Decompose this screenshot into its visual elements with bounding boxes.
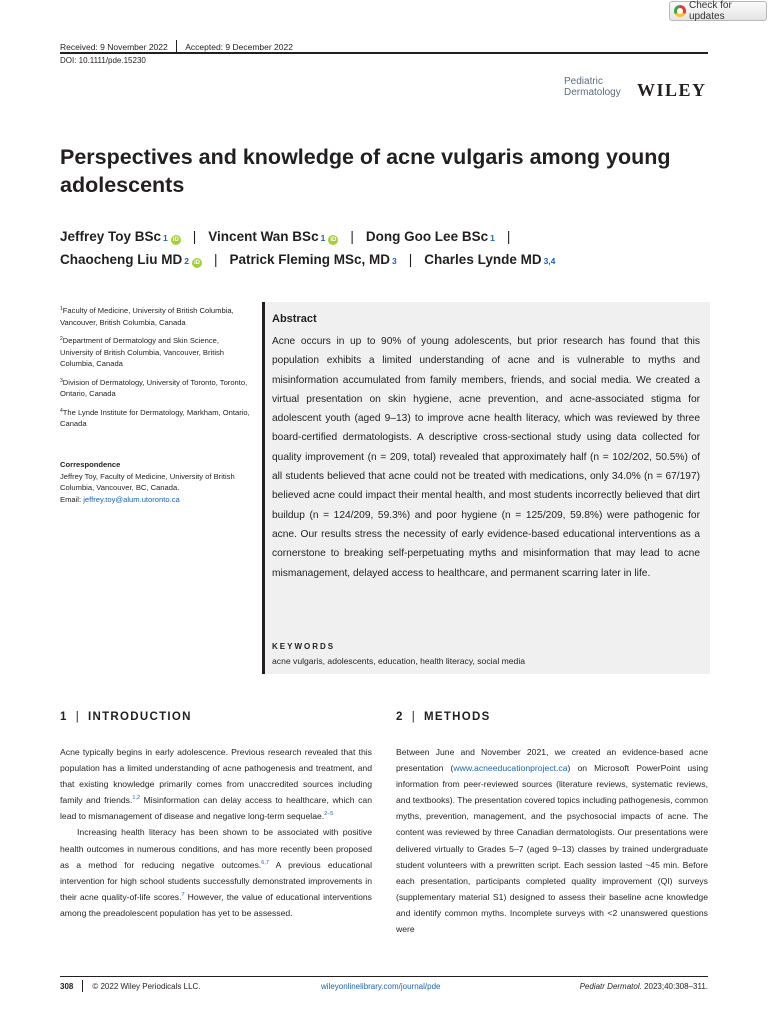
affiliation-item [60, 376, 250, 400]
methods-heading [396, 711, 491, 723]
affiliation-ref[interactable]: 1 [490, 233, 495, 243]
section-divider: | [411, 711, 416, 723]
text-run: Between June and November 2021, we created an evidence-based acne presentation ( [396, 747, 708, 774]
affiliation-text: Division of Dermatology, University of Toronto, Toronto, Ontario, Canada [60, 377, 248, 398]
journal-site-link[interactable]: wileyonlinelibrary.com/journal/pde [321, 981, 441, 991]
citation [580, 982, 708, 991]
section-title: INTRODUCTION [88, 711, 192, 723]
citation-ref[interactable]: 2–5 [324, 811, 334, 818]
footer-rule [60, 976, 708, 977]
affiliation-item [60, 304, 250, 328]
text-run: ) on Microsoft PowerPoint using information from peer-reviewed sources (literature reviews, systematic reviews, and textbooks). The presentation covered topics including pathogenesis, common myths, prevention, management, and the psychosocial impacts of acne. The content was reviewed by three Canadian dermatologists. Our presentations were delivered virtually to Grades 5–7 (aged 9–13) classes by trained undergraduate student volunteers with a prewritten script. Each session lasted ~45 min. Before each presentation, participants completed quality improvement (QI) surveys (supplementary material S1) designed to assess their baseline acne knowledge and identify common myths. Incomplete surveys with <2 unanswered questions were [396, 763, 708, 935]
check-for-updates-button[interactable] [669, 1, 767, 21]
authors-line-2 [60, 252, 555, 268]
email-link[interactable]: jeffrey.toy@alum.utoronto.ca [83, 494, 180, 504]
check-for-updates-label: Check for updates [689, 0, 732, 22]
correspondence-heading: Correspondence [60, 460, 121, 469]
intro-paragraph-2 [60, 824, 372, 921]
orcid-icon[interactable]: iD [172, 237, 179, 243]
introduction-body [60, 744, 372, 921]
journal-name [564, 76, 621, 98]
section-number: 2 [396, 711, 404, 723]
methods-paragraph-1 [396, 744, 708, 937]
affiliation-ref[interactable]: 3,4 [543, 256, 556, 266]
affiliation-item [60, 334, 250, 370]
author-separator: | [506, 229, 511, 244]
author-separator: | [213, 252, 218, 267]
affiliation-number: 2 [60, 336, 63, 342]
affiliation-text: Department of Dermatology and Skin Science, University of British Columbia, Vancouver, British Columbia, Canada [60, 336, 225, 368]
affiliation-ref[interactable]: 3 [392, 256, 397, 266]
author-name: Vincent Wan BSc [208, 229, 319, 244]
text-run: However, the value of educational interventions among the preadolescent population has yet to be assessed. [60, 891, 372, 918]
citation-ref[interactable]: 1,2 [132, 795, 141, 802]
publisher-logo: WILEY [637, 80, 707, 100]
author-name: Dong Goo Lee BSc [365, 229, 489, 244]
article-title: Perspectives and knowledge of acne vulgaris among young adolescents [60, 145, 671, 197]
author-separator: | [408, 252, 413, 267]
affiliation-number: 1 [60, 306, 63, 312]
footer-divider [82, 980, 83, 992]
affiliation-item [60, 406, 250, 430]
affiliation-ref[interactable]: 1 [163, 233, 168, 243]
journal-name-line2: Dermatology [564, 87, 621, 98]
text-run: Acne typically begins in early adolescence. Previous research revealed that this population has a limited understanding of acne pathogenesis and treatment, and that existing knowledge primarily comes from unaccredited sources including family and friends. [60, 747, 372, 806]
section-number: 1 [60, 711, 68, 723]
journal-name-line1: Pediatric [564, 76, 603, 87]
affiliation-ref[interactable]: 2 [184, 256, 189, 266]
citation-ref[interactable]: 7 [181, 891, 185, 898]
affiliation-ref[interactable]: 1 [320, 233, 326, 243]
copyright: © 2022 Wiley Periodicals LLC. [92, 981, 201, 991]
correspondence-text: Jeffrey Toy, Faculty of Medicine, University of British Columbia, Vancouver, BC, Canada. [60, 471, 235, 492]
project-website-link[interactable]: www.acneeducationproject.ca [453, 763, 568, 774]
affiliation-number: 4 [60, 407, 63, 414]
author-name: Chaocheng Liu MD [60, 252, 183, 267]
correspondence [60, 459, 250, 505]
affiliation-text: The Lynde Institute for Dermatology, Markham, Ontario, Canada [60, 407, 250, 428]
page-number: 308 [60, 981, 74, 991]
text-run: Increasing health literacy has been shown to be associated with positive health outcomes in numerous conditions, and has more recently been proposed as a method for reducing negative outcomes. [60, 827, 372, 870]
volume-pages: 2023;40:308–311. [644, 981, 708, 991]
author-name: Charles Lynde MD [424, 252, 542, 267]
introduction-heading [60, 711, 192, 723]
authors-line-1 [60, 229, 522, 245]
journal-abbrev: Pediatr Dermatol. [579, 981, 642, 991]
abstract-text: Acne occurs in up to 90% of young adolescents, but prior research has found that this population exhibits a limited understanding of acne and is vulnerable to myths and misinformation accumulated from family members, friends, and social media. We created a virtual presentation on skin hygiene, acne prevention, and acne-associated stigma for adolescent youth (aged 9–13) to improve acne health literacy, which was reviewed by three board-certified dermatologists. A descriptive cross-sectional study using data collected for quality improvement (n = 209, total) revealed that approximately half (n = 102/202, 50.5%) of all students believed that acne could not be treated with medications, only 34.0% (n = 67/197) believed acne could impact their mental health, and most students incorrectly believed that dirt buildup (n = 124/209, 59.3%) and poor hygiene (n = 125/209, 59.8%) were pathogenic for acne. Our results stress the necessity of early evidence-based educational interventions as a cornerstone to breaking self-perpetuating myths and misinformation that may lead to acne mismanagement, delayed access to healthcare, and permanent scarring later in life. [272, 336, 700, 579]
keywords-text: acne vulgaris, adolescents, education, health literacy, social media [272, 656, 526, 666]
intro-paragraph-1 [60, 744, 372, 824]
orcid-icon[interactable]: iD [330, 237, 337, 243]
author-separator: | [192, 229, 197, 244]
affiliations [60, 304, 250, 436]
text-run: A previous educational intervention for high school students successfully demonstrated improvements in their acne quality-of-life scores. [60, 859, 372, 902]
affiliation-number: 3 [60, 377, 63, 384]
abstract-heading: Abstract [272, 313, 317, 325]
methods-body [396, 744, 708, 937]
accepted-date: Accepted: 9 December 2022 [185, 42, 293, 52]
doi: DOI: 10.1111/pde.15230 [60, 56, 146, 65]
email-label: Email: [60, 494, 84, 504]
correspondence-email-line [60, 494, 250, 506]
section-title: METHODS [424, 711, 491, 723]
author-separator: | [350, 229, 354, 244]
citation-ref[interactable]: 6,7 [261, 859, 269, 866]
keywords-heading: KEYWORDS [272, 642, 336, 651]
author-name: Jeffrey Toy BSc [60, 229, 162, 244]
section-divider: | [75, 711, 80, 723]
page-footer [60, 980, 708, 992]
author-name: Patrick Fleming MSc, MD [229, 252, 391, 267]
text-run: Misinformation can delay access to healthcare, which can lead to mismanagement of disease and negative long-term sequelae. [60, 795, 372, 822]
received-date: Received: 9 November 2022 [60, 42, 168, 52]
abstract-rule [262, 302, 265, 674]
orcid-icon[interactable]: iD [193, 260, 200, 266]
header-rule [60, 52, 708, 54]
affiliation-text: Faculty of Medicine, University of British Columbia, Vancouver, British Columbia, Canada [60, 306, 234, 327]
crossmark-icon [674, 5, 686, 17]
